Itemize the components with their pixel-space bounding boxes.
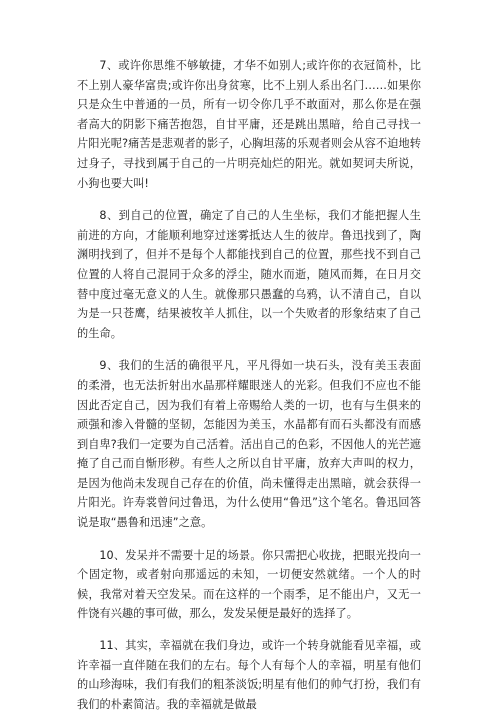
document-body — [77, 56, 421, 728]
paragraph-9: 9、我们的生活的确很平凡，平凡得如一块石头，没有美玉表面的柔滑，也无法折射出水晶那样耀眼迷人的光彩。但我们不应也不能因此否定自己，因为我们有着上帝赐给人类的一切，也有与生俱来的顽强和渗入骨髓的坚韧，怎能因为美玉，水晶都有而石头都没有而感到自卑?我们一定要为自己活着。活出自己的色彩，不因他人的光芒遮掩了自己而自惭形秽。有些人之所以自甘平庸，放弃大声叫的权力，是因为他尚未发现自己存在的价值，尚未懂得走出黑暗，就会获得一片阳光。许寿裳曾问过鲁迅，为什么使用“鲁迅”这个笔名。鲁迅回答说是取“愚鲁和迅速”之意。 — [77, 359, 421, 530]
paragraph-8: 8、到自己的位置，确定了自己的人生坐标，我们才能把握人生前进的方向，才能顺利地穿过迷雾抵达人生的彼岸。鲁迅找到了，陶渊明找到了，但并不是每个人都能找到自己的位置，那些找不到自己位置的人将自己混同于众多的浮尘，随水而逝，随风而舞，在日月交替中度过毫无意义的人生。就像那只愚蠢的乌鸦，认不清自己，自以为是一只苍鹰，结果被牧羊人抓住，以一个失败者的形象结束了自己的生命。 — [77, 209, 421, 340]
paragraph-10: 10、发呆并不需要十足的场景。你只需把心收拢，把眼光投向一个固定物，或者射向那遥远的未知，一切便安然就绪。一个人的时候，我常对着天空发呆。而在这样的一个雨季，足不能出户，又无一件饶有兴趣的事可做，那么，发发呆便是最好的选择了。 — [77, 548, 421, 621]
paragraph-11: 11、其实，幸福就在我们身边，或许一个转身就能看见幸福，或许幸福一直伴随在我们的左右。每个人有每个人的幸福，明星有他们的山珍海味，我们有我们的粗茶淡饭;明星有他们的帅气打扮，我们有我们的朴素简洁。我的幸福就是做最 — [77, 639, 421, 711]
paragraph-7: 7、或许你思维不够敏捷，才华不如别人;或许你的衣冠简朴，比不上别人豪华富贵;或许你出身贫寒，比不上别人系出名门……如果你只是众生中普通的一员，所有一切令你几乎不敢面对，那么你是在强者高大的阴影下痛苦抱怨，自甘平庸，还是跳出黑暗，给自己寻找一片阳光呢?痛苦是悲观者的影子，心胸坦荡的乐观者则会从容不迫地转过身子，寻找到属于自己的一片明亮灿烂的阳光。就如契诃夫所说，小狗也要大叫! — [77, 59, 421, 190]
